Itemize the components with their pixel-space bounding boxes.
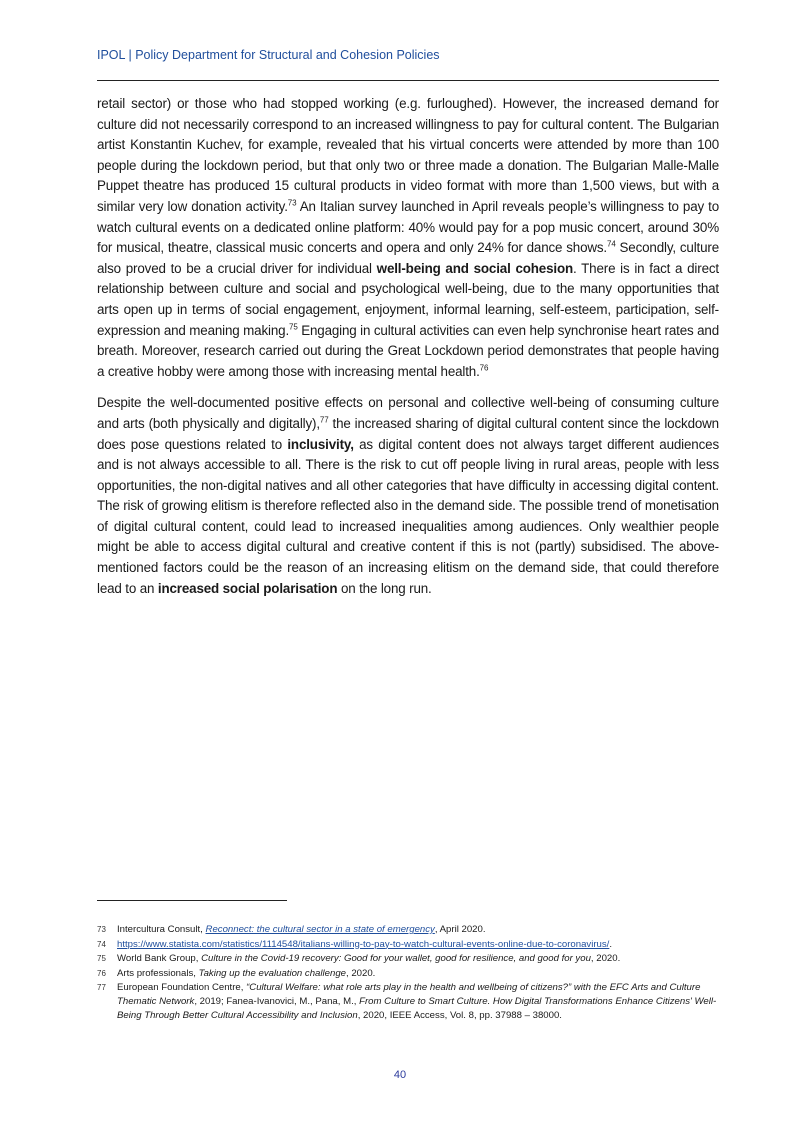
- emphasis-wellbeing: well-being and social cohesion: [376, 260, 574, 276]
- page-number: 40: [393, 1069, 407, 1081]
- footnote-ref-76[interactable]: 76: [479, 363, 489, 373]
- emphasis-inclusivity: inclusivity,: [287, 436, 354, 452]
- footnote-73: 73 Intercultura Consult, Reconnect: the cultural sector in a state of emergency, April 2020.: [97, 924, 486, 935]
- body-text: [97, 94, 719, 610]
- footnote-ref-73[interactable]: 73: [287, 198, 297, 208]
- emphasis-polarisation: increased social polarisation: [157, 580, 338, 596]
- paragraph-1: retail sector) or those who had stopped working (e.g. furloughed). However, the increased demand for culture did not necessarily correspond to an increased willingness to pay for cultural content. The Bulgarian artist Konstantin Kuchev, for example, revealed that his virtual concerts were attended by more than 100 people during the lockdown period, but that only two or three made a donation. The Bulgarian Malle-Malle Puppet theatre has produced 15 cultural products in video format with more than 1,500 views, but with a similar very low donation activity.$^{73}$ An Italian survey launched in April reveals people’s willingness to pay to watch cultural events on a dedicated online platform: 40% would pay for a pop music concert, around 30% for musical, theatre, classical music concerts and opera and only 24% for dance shows.$^{74}$ Secondly, culture also proved to be a crucial driver for individual well-being and social cohesion. There is in fact a direct relationship between culture and social and psychological well-being, due to the many opportunities that arts open up in terms of social engagement, enjoyment, informal learning, self-esteem, participation, self-expression and meaning making.$^{75}$ Engaging in cultural activities can even help synchronise heart rates and breath. Moreover, research carried out during the Great Lockdown period demonstrates that people having a creative hobby were among those with increasing mental health.$^{76}$: [97, 96, 720, 379]
- footnote-76: 76 Arts professionals, Taking up the evaluation challenge, 2020.: [97, 967, 376, 979]
- footnote-74: 74 https://www.statista.com/statistics/1114548/italians-willing-to-pay-to-watch-cultural-events-online-due-to-coronavirus/.: [97, 938, 612, 950]
- header-divider: [97, 80, 719, 81]
- footnote-77: 77 European Foundation Centre, “Cultural Welfare: what role arts play in the health and wellbeing of citizens?” with the EFC Arts and Culture Thematic Network, 2019; Fanea-Ivanovici, M., Pana, M., From Culture to Smart Culture. How Digital Transformations Enhance Citizens' Well-Being Through Better Cultural Accessibility and Inclusion, 2020, IEEE Access, Vol. 8, pp. 37988 – 38000.: [97, 982, 717, 1021]
- footnote-ref-75[interactable]: 75: [289, 322, 298, 332]
- footnote-divider: [97, 900, 287, 901]
- footnote-link[interactable]: Reconnect: the cultural sector in a state of emergency: [205, 924, 435, 935]
- footnote-ref-77[interactable]: 77: [319, 415, 329, 425]
- footnote-ref-74[interactable]: 74: [607, 239, 616, 249]
- paragraph-2: Despite the well-documented positive effects on personal and collective well-being of consuming culture and arts (both physically and digitally),$^{77}$ the increased sharing of digital cultural content since the lockdown does pose questions related to inclusivity, as digital content does not always target different audiences and is not always accessible to all. There is the risk to cut off people living in rural areas, people with less opportunities, the non-digital natives and all other categories that have difficulty in accessing digital content. The risk of growing elitism is therefore reflected also in the demand side. The possible trend of monetisation of digital cultural content, could lead to increased inequalities among audiences. Only wealthier people might be able to access digital cultural and creative content if this is not (partly) subsidised. The above-mentioned factors could be the reason of an increasing elitism on the demand side, that could therefore lead to an increased social polarisation on the long run.: [97, 395, 719, 596]
- running-header: IPOL | Policy Department for Structural and Cohesion Policies: [97, 48, 440, 62]
- footnotes: [97, 923, 719, 1024]
- footnote-url-link[interactable]: https://www.statista.com/statistics/1114548/italians-willing-to-pay-to-watch-cultural-events-online-due-to-coronavirus/: [117, 938, 610, 950]
- footnote-75: 75 World Bank Group, Culture in the Covid-19 recovery: Good for your wallet, good for resilience, and good for you, 2020.: [97, 953, 621, 964]
